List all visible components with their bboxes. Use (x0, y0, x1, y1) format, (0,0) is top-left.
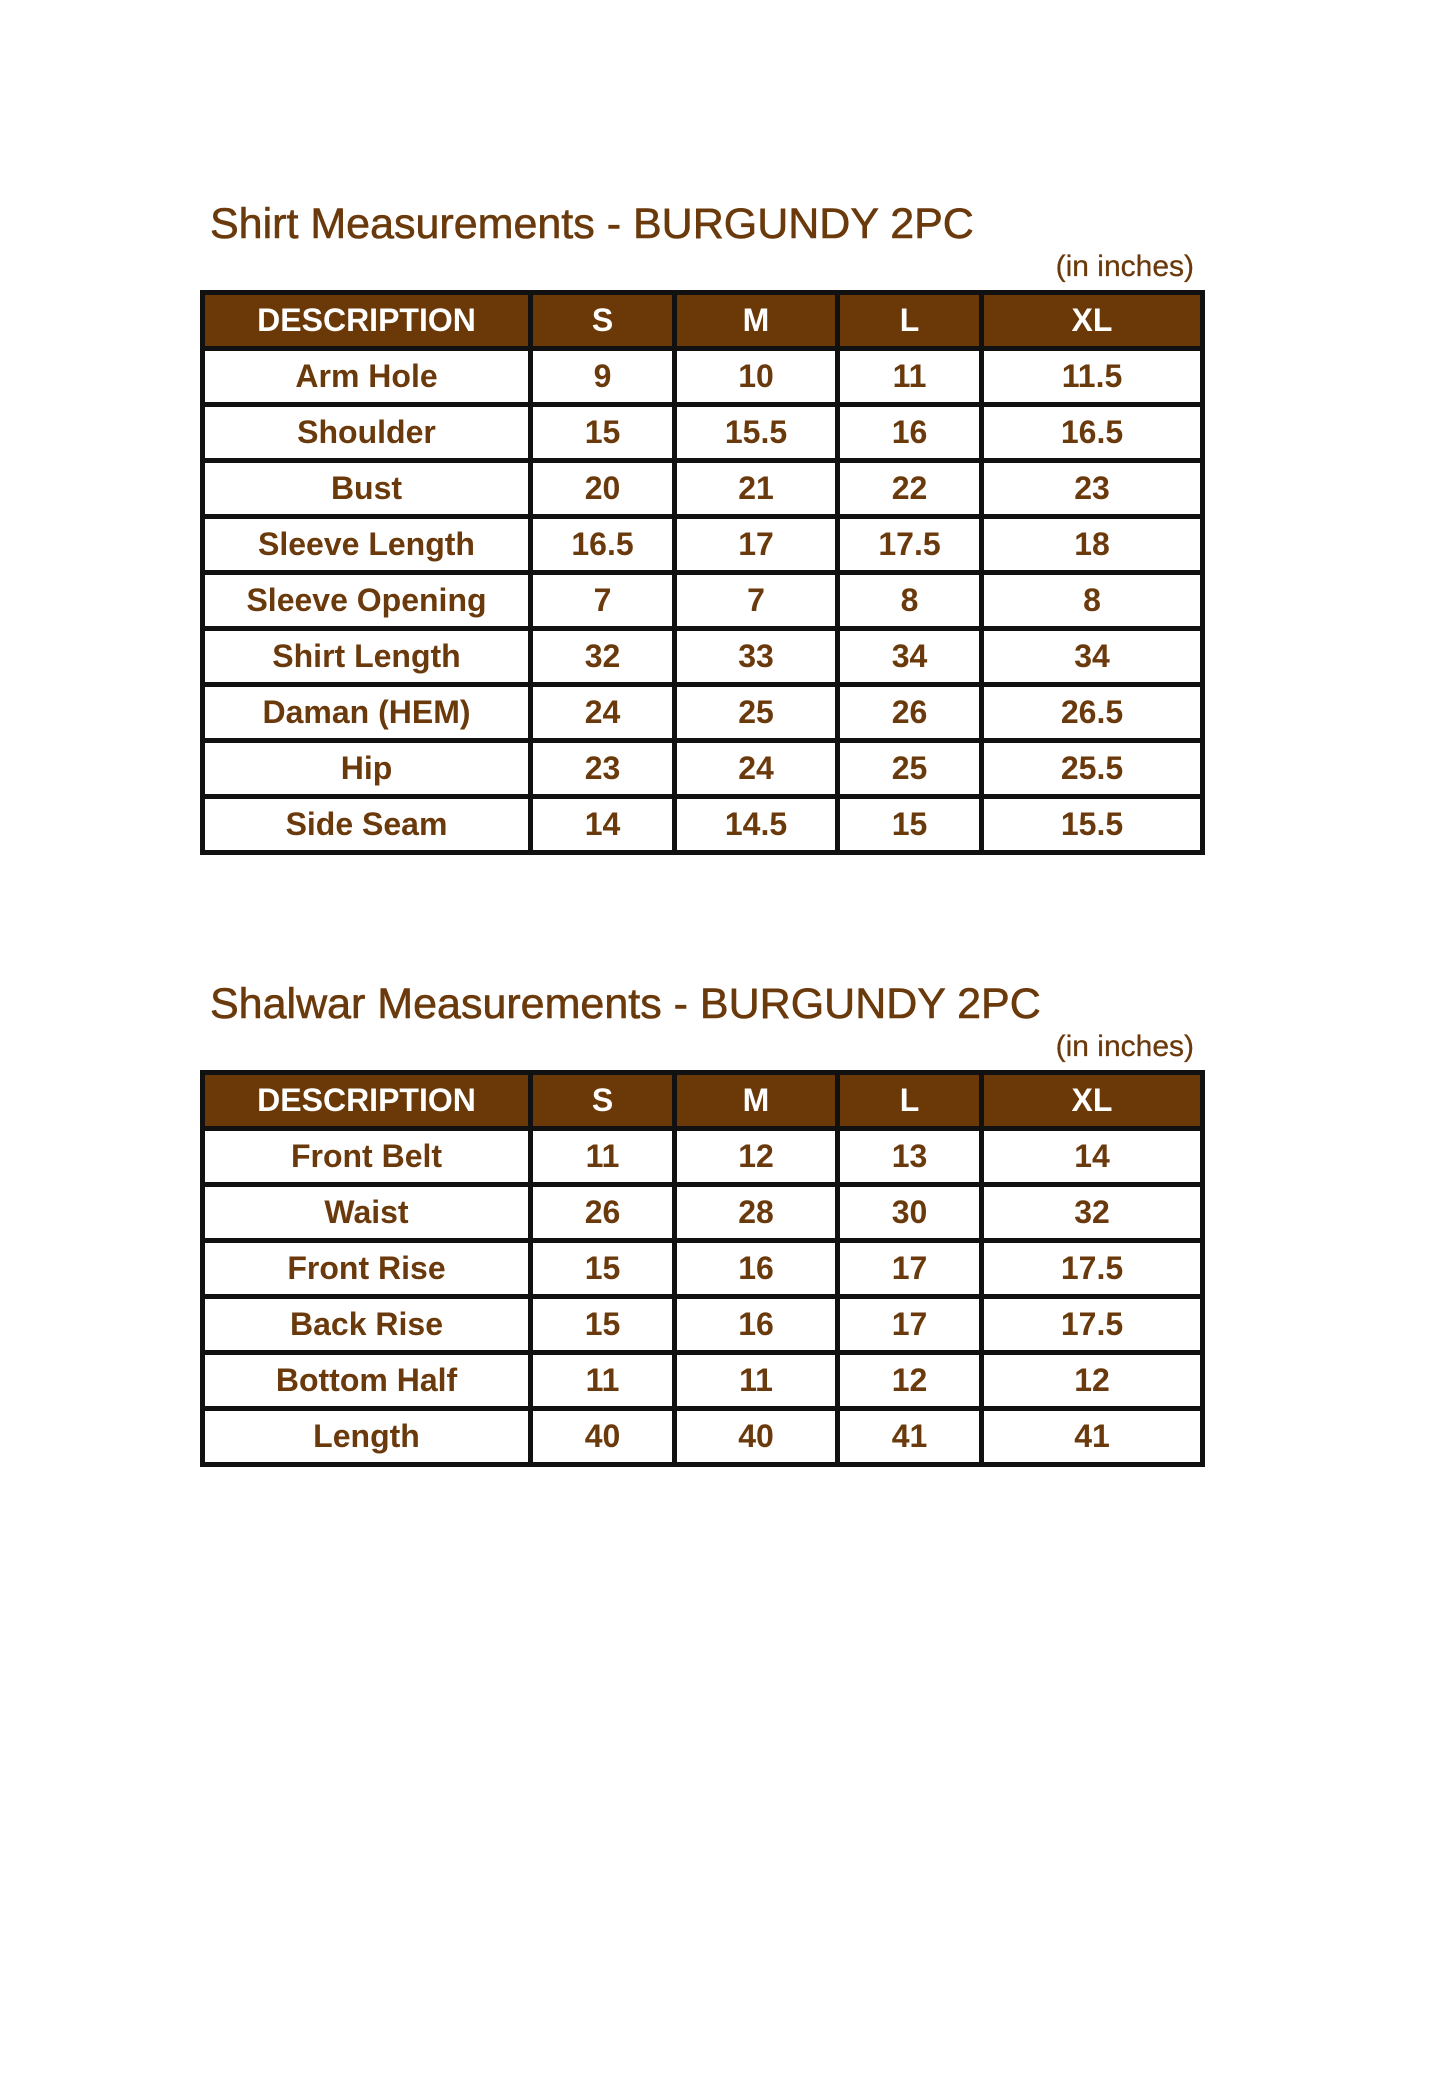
cell-size-s: 11 (531, 1129, 675, 1185)
cell-size-xl: 8 (982, 573, 1203, 629)
header-description: DESCRIPTION (203, 1073, 531, 1129)
table-row (203, 461, 1203, 517)
cell-size-m: 24 (675, 741, 838, 797)
row-description: Side Seam (203, 797, 531, 853)
cell-size-s: 14 (531, 797, 675, 853)
cell-size-l: 12 (838, 1353, 982, 1409)
row-description: Waist (203, 1185, 531, 1241)
cell-size-l: 11 (838, 349, 982, 405)
shirt-table-title: Shirt Measurements - BURGUNDY 2PC (210, 200, 974, 248)
table-row (203, 797, 1203, 853)
shalwar-units-label: (in inches) (1055, 1030, 1194, 1063)
cell-size-m: 12 (675, 1129, 838, 1185)
table-row (203, 349, 1203, 405)
row-description: Front Belt (203, 1129, 531, 1185)
cell-size-m: 16 (675, 1297, 838, 1353)
header-description: DESCRIPTION (203, 293, 531, 349)
row-description: Hip (203, 741, 531, 797)
cell-size-l: 22 (838, 461, 982, 517)
cell-size-s: 16.5 (531, 517, 675, 573)
cell-size-xl: 17.5 (982, 1241, 1203, 1297)
cell-size-s: 40 (531, 1409, 675, 1465)
row-description: Front Rise (203, 1241, 531, 1297)
cell-size-m: 17 (675, 517, 838, 573)
cell-size-s: 15 (531, 405, 675, 461)
row-description: Sleeve Length (203, 517, 531, 573)
cell-size-xl: 25.5 (982, 741, 1203, 797)
header-size-xl: XL (982, 293, 1203, 349)
cell-size-m: 40 (675, 1409, 838, 1465)
cell-size-xl: 11.5 (982, 349, 1203, 405)
row-description: Shirt Length (203, 629, 531, 685)
cell-size-xl: 32 (982, 1185, 1203, 1241)
cell-size-m: 15.5 (675, 405, 838, 461)
cell-size-xl: 34 (982, 629, 1203, 685)
cell-size-m: 28 (675, 1185, 838, 1241)
cell-size-s: 24 (531, 685, 675, 741)
table-row (203, 1297, 1203, 1353)
cell-size-s: 23 (531, 741, 675, 797)
cell-size-s: 9 (531, 349, 675, 405)
table-header-row (203, 293, 1203, 349)
cell-size-s: 15 (531, 1297, 675, 1353)
cell-size-xl: 23 (982, 461, 1203, 517)
cell-size-l: 8 (838, 573, 982, 629)
cell-size-l: 16 (838, 405, 982, 461)
cell-size-s: 26 (531, 1185, 675, 1241)
cell-size-xl: 12 (982, 1353, 1203, 1409)
table-row (203, 405, 1203, 461)
row-description: Bottom Half (203, 1353, 531, 1409)
cell-size-l: 34 (838, 629, 982, 685)
cell-size-l: 30 (838, 1185, 982, 1241)
cell-size-m: 14.5 (675, 797, 838, 853)
cell-size-l: 15 (838, 797, 982, 853)
cell-size-l: 17.5 (838, 517, 982, 573)
cell-size-s: 20 (531, 461, 675, 517)
row-description: Length (203, 1409, 531, 1465)
cell-size-s: 11 (531, 1353, 675, 1409)
shalwar-table-title: Shalwar Measurements - BURGUNDY 2PC (210, 980, 1041, 1028)
cell-size-m: 16 (675, 1241, 838, 1297)
table-row (203, 517, 1203, 573)
shalwar-measurements-table (200, 1070, 1205, 1467)
cell-size-xl: 18 (982, 517, 1203, 573)
table-row (203, 1353, 1203, 1409)
cell-size-s: 7 (531, 573, 675, 629)
table-row (203, 1241, 1203, 1297)
cell-size-l: 17 (838, 1297, 982, 1353)
table-row (203, 1185, 1203, 1241)
cell-size-xl: 15.5 (982, 797, 1203, 853)
cell-size-m: 7 (675, 573, 838, 629)
shirt-measurements-table (200, 290, 1205, 855)
shirt-units-label: (in inches) (1055, 250, 1194, 283)
row-description: Arm Hole (203, 349, 531, 405)
table-row (203, 741, 1203, 797)
header-size-s: S (531, 293, 675, 349)
row-description: Sleeve Opening (203, 573, 531, 629)
table-row (203, 573, 1203, 629)
header-size-l: L (838, 293, 982, 349)
cell-size-m: 25 (675, 685, 838, 741)
header-size-m: M (675, 1073, 838, 1129)
row-description: Shoulder (203, 405, 531, 461)
cell-size-m: 11 (675, 1353, 838, 1409)
cell-size-s: 15 (531, 1241, 675, 1297)
cell-size-xl: 26.5 (982, 685, 1203, 741)
cell-size-l: 26 (838, 685, 982, 741)
cell-size-xl: 17.5 (982, 1297, 1203, 1353)
cell-size-m: 10 (675, 349, 838, 405)
header-size-l: L (838, 1073, 982, 1129)
row-description: Daman (HEM) (203, 685, 531, 741)
header-size-m: M (675, 293, 838, 349)
cell-size-m: 21 (675, 461, 838, 517)
cell-size-xl: 16.5 (982, 405, 1203, 461)
header-size-s: S (531, 1073, 675, 1129)
cell-size-l: 41 (838, 1409, 982, 1465)
cell-size-s: 32 (531, 629, 675, 685)
cell-size-l: 25 (838, 741, 982, 797)
table-row (203, 629, 1203, 685)
cell-size-l: 17 (838, 1241, 982, 1297)
table-row (203, 1409, 1203, 1465)
table-row (203, 1129, 1203, 1185)
table-row (203, 685, 1203, 741)
cell-size-m: 33 (675, 629, 838, 685)
row-description: Bust (203, 461, 531, 517)
header-size-xl: XL (982, 1073, 1203, 1129)
table-header-row (203, 1073, 1203, 1129)
row-description: Back Rise (203, 1297, 531, 1353)
cell-size-xl: 14 (982, 1129, 1203, 1185)
cell-size-l: 13 (838, 1129, 982, 1185)
cell-size-xl: 41 (982, 1409, 1203, 1465)
